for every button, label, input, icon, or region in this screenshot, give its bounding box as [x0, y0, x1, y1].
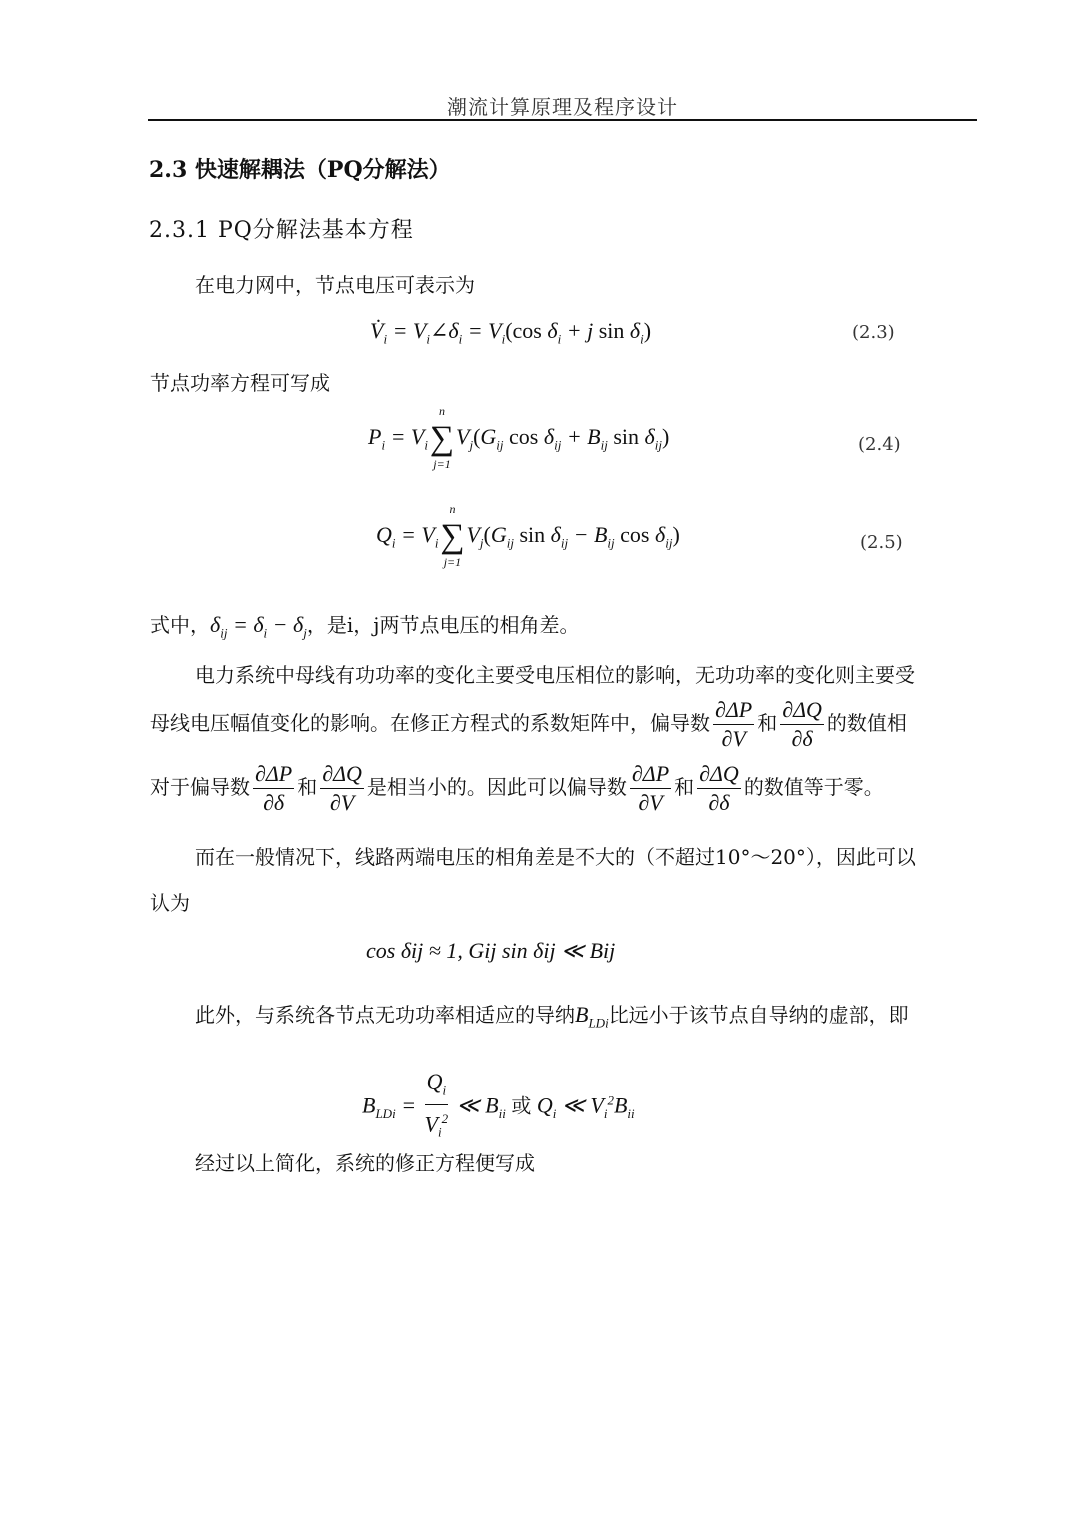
paragraph-angle-small-line1: 而在一般情况下，线路两端电压的相角差是不大的（不超过10°～20°），因此可以 — [195, 845, 916, 869]
text-segment: 对于偏导数 — [150, 775, 250, 799]
fraction-dQ-ddelta: $\frac{\partial\Delta Q}{\partial\delta}$ — [782, 697, 822, 751]
fraction-Qi-Vi2: $\frac{Q_i}{V_i^2}$ — [424, 1069, 449, 1141]
paragraph-decoupling-line2 — [150, 696, 907, 753]
symbol-B-LDi: $B_{LDi}$ — [575, 1002, 609, 1031]
text-segment: 和 — [297, 775, 318, 799]
text-segment: 的数值等于零。 — [743, 775, 884, 799]
equation-number-2-5: (2.5) — [860, 532, 903, 553]
header-rule — [148, 119, 977, 121]
paragraph-decoupling-line1: 电力系统中母线有功功率的变化主要受电压相位的影响，无功功率的变化则主要受 — [195, 663, 915, 687]
subsection-heading: 2.3.1 PQ分解法基本方程 — [149, 218, 414, 243]
equation-2-3: $V̇_i$ = $V_i\angle\delta_i = V_i(\cos$ $\delta_i + j$ $\sin \delta_i$) — [370, 318, 652, 347]
section-heading: 2.3 快速解耦法（PQ分解法） — [149, 157, 451, 183]
text-segment: 比远小于该节点自导纳的虚部，即 — [608, 1003, 909, 1027]
equation-number-2-4: (2.4) — [858, 434, 901, 455]
text-segment: 和 — [757, 711, 778, 735]
fraction-dP-dV: $\frac{\partial\Delta P}{\partial V}$ — [715, 697, 753, 751]
equation-2-5: $Q_i = V_i\sum$ n j=1 $V_j(G_{ij}$ $\sin \delta_{ij} - B_{ij}$ $\cos \delta_{ij}$) — [376, 502, 680, 569]
fraction-dP-dV-2: $\frac{\partial\Delta P}{\partial V}$ — [631, 761, 670, 815]
angle-diff-prefix: 式中， — [150, 613, 210, 637]
or-word: 或 — [511, 1093, 532, 1118]
paragraph-simplified: 经过以上简化，系统的修正方程便写成 — [195, 1151, 535, 1175]
paragraph-decoupling-line3 — [150, 760, 884, 817]
paragraph-load-admittance — [195, 1000, 909, 1038]
angle-diff-formula: $\delta_{ij} = \delta_i - \delta_j$ — [210, 612, 307, 641]
equation-approximation: cos δij ≈ 1, Gij sin δij ≪ Bij — [366, 938, 616, 963]
text-segment: 和 — [674, 775, 695, 799]
text-segment: 是相当小的。因此可以偏导数 — [366, 775, 627, 799]
fraction-dQ-dV: $\frac{\partial\Delta Q}{\partial V}$ — [322, 761, 362, 815]
equation-number-2-3: (2.3) — [852, 322, 895, 343]
text-segment: 母线电压幅值变化的影响。在修正方程式的系数矩阵中，偏导数 — [150, 711, 710, 735]
equation-2-4: $P_i = V_i\sum$ n j=1 $V_j(G_{ij}$ $\cos \delta_{ij} + B_{ij}$ $\sin \delta_{ij}$) — [368, 404, 670, 471]
text-segment: 的数值相 — [826, 711, 907, 735]
text-segment: 此外，与系统各节点无功功率相适应的导纳 — [195, 1003, 575, 1027]
paragraph-power-intro: 节点功率方程可写成 — [150, 371, 330, 395]
paragraph-angle-diff — [150, 610, 579, 648]
fraction-dP-ddelta: $\frac{\partial\Delta P}{\partial\delta}$ — [255, 761, 293, 815]
fraction-dQ-ddelta-2: $\frac{\partial\Delta Q}{\partial\delta}$ — [699, 761, 739, 815]
page-header: 潮流计算原理及程序设计 — [447, 95, 678, 119]
angle-diff-suffix: ，是i，j两节点电压的相角差。 — [306, 613, 580, 637]
equation-load-admittance: $B_{LDi}$ = $\frac{Q_i}{V_i^2}$ ≪ $B_{ii}$ 或 $Q_i$ ≪ $V_i^2B_{ii}$ — [362, 1068, 635, 1147]
paragraph-angle-small-line2: 认为 — [150, 891, 190, 915]
paragraph-voltage-intro: 在电力网中，节点电压可表示为 — [195, 273, 475, 297]
